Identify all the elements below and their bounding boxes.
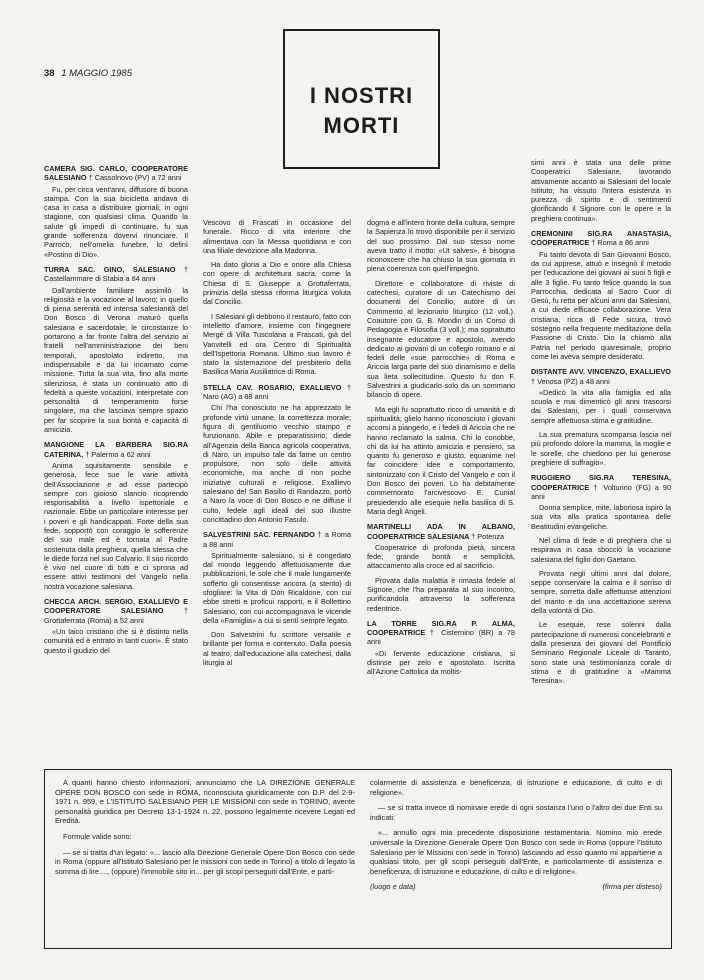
- entry-paragraph: Cooperatrice di profonda pietà, sincera fede, grande bontà e semplicità, attaccamento alla croce ed al sacrificio.: [367, 542, 515, 571]
- section-title-line2: MORTI: [323, 113, 400, 138]
- entry-paragraph: Ma egli fu soprattutto ricco di umanità e di spiritualità; glielo hanno riconosciuto i giovani accorsi a piangerlo, e i fedeli di Ariccia che ne hanno reclamato la salma. Chi lo conobbe, chi da lui ha attinto amicizia e pensiero, sa quanto fu generoso e giusto, equanime nel far coincidere idee e comportamento, sintonizzato con il Cristo del Vangelo e con il Don Bosco dei poveri. Lo ha debitamente commemorato l'arcivescovo E. Cunial presiedendo alle esequie nella basilica di S. Maria degli Angeli.: [367, 404, 515, 516]
- entry-subtitle: † Naro (AG) a 88 anni: [203, 382, 351, 402]
- notice-paragraph: «... annullo ogni mia precedente disposizione testamentaria. Nomino mio erede universale la Direzione Generale Opere Don Bosco con sede in Roma (oppure l'Istituto Salesiano per le Missioni con sede in Torino) lasciando ad esso quanto mi appartiene a qualsiasi titolo, per gli scopi perseguiti dall'Ente, e particolarmente di assistenza e beneficenza, di istruzione e educazione, di culto e di religione».: [370, 828, 662, 876]
- entry-paragraph: Nel clima di fede e di preghiera che si respirava in casa sbocciò la vocazione salesiana del figlio don Gaetano.: [531, 535, 671, 564]
- entry-paragraph: Provata dalla malattia è rimasta fedele al Signore, che l'ha preparata al suo incontro, purificandola attraverso la sofferenza redentrice.: [367, 575, 515, 613]
- entry-subtitle: † Grottaferrata (Roma) a 52 anni: [44, 606, 188, 625]
- entry-subtitle: † Palermo a 62 anni: [85, 449, 151, 459]
- entry-name: MARTINELLI ADA IN ALBANO, COOPERATRICE SALESIANA: [367, 522, 515, 541]
- entry-name: LA TORRE SIG.RA P. ALMA, COOPERATRICE: [367, 618, 515, 638]
- entry-paragraph: I Salesiani gli debbono il restauro, fatto con intelletto d'amore, insieme con l'ingegnere Mergè di Villa Tuscolana a Frascati, già del Vanvitelli ed ora Centro di Spiritualità dell'Ispettoria Romana. Ultimo suo lavoro è stato la sistemazione del presbiterio della Basilica Maria Ausiliatrice di Roma.: [203, 311, 351, 377]
- entry-subtitle: † Roma a 86 anni: [591, 238, 649, 248]
- entry-paragraph: Fu, per circa vent'anni, diffusore di buona stampa. Con la sua bicicletta andava di casa in casa a distribuire giornali, in ogni stagione, con qualsiasi clima. Quando la salute gli impedì di continuare, fu sua grande sofferenza dovervi rinunciare. Il Parroco, nell'omelia funebre, lo definì «Postino di Dio».: [44, 184, 188, 259]
- column-1: [44, 158, 188, 660]
- entry-name: SALVESTRINI SAC. FERNANDO: [203, 530, 315, 540]
- entry-heading: [44, 597, 188, 625]
- section-title-line1: I NOSTRI: [309, 83, 414, 108]
- notice-paragraph: — se si tratta invece di nominare erede di ogni sostanza l'uno o l'altro dei due Enti su indicati:: [370, 803, 662, 822]
- notice-left-column: [55, 778, 355, 882]
- page-number: 38: [44, 68, 55, 79]
- entry-paragraph: Le esequie, rese solenni dalla partecipazione di numerosi concelebranti e dalla presenza dei giovani del Pontificio Seminario Regionale Liceale di Taranto, sono state una testimonianza corale di stima e di gratitudine a «Mamma Teresina».: [531, 620, 671, 686]
- entry-subtitle: † Castellammare di Stabia a 84 anni: [44, 264, 188, 284]
- entry-paragraph: Dall'ambiente familiare assimilò la religiosità e la vocazione al lavoro; in quello di piena serenità ed intensa salesianità del Don Bosco di Verona maturò quella salesiana e sacerdotale; le circostanze lo portarono a far fronte l'altra del servizio ai fratelli nell'amministrazione dei beni temporali, apostolato indiretto, ma indispensabile e da lui incarnato come missione. Tutta la sua vita, fino alla morte silenziosa, è stata un continuato atto di fedeltà a queste vocazioni, interpretate con personalità di temperamento forse singolare, ma che lasciava sempre spazio per far scoprire la sua bontà e capacità di amicizia.: [44, 285, 188, 435]
- entry-subtitle: † Cisternino (BR) a 78 anni: [367, 628, 515, 647]
- column-2: [203, 218, 351, 672]
- entry-paragraph: Provata negli ultimi anni dal dolore, seppe conservare la calma e il sorriso di sempre, sorretta dalle affettuose attenzioni del marito e da una accettazione serena della volontà di Dio.: [531, 568, 671, 616]
- entry-heading: [203, 530, 351, 549]
- notice-paragraph: A quanti hanno chiesto informazioni, annunciamo che LA DIREZIONE GENERALE OPERE DON BOSCO con sede in ROMA, riconosciuta giuridicamente con D.P. del 2-9-1971 n. 959, e L'ISTITUTO SALESIANO PER LE MISSIONI con sede in TORINO, avente personalità giuridica per Decreto 13-1-1924 n. 22, possono legalmente ricevere Legati ed Eredità.: [55, 778, 355, 826]
- legacy-notice-box: [44, 769, 672, 949]
- entry-paragraph: «Di fervente educazione cristiana, si distinse per zelo e apostolato. Iscritta all'Azione Cattolica da moltis-: [367, 648, 515, 677]
- place-date-label: (luogo e data): [370, 882, 416, 892]
- section-title-box: [283, 29, 440, 169]
- entry-name: DISTANTE AVV. VINCENZO, EXALLIEVO: [531, 367, 671, 377]
- signature-line: [370, 882, 662, 892]
- issue-date: 1 MAGGIO 1985: [61, 68, 132, 79]
- entry-paragraph: Fu tanto devota di San Giovanni Bosco, da cui apprese, attuò e insegnò il metodo per l'educazione dei giovani ai suoi 5 figli e alle 3 figlie. Fu tanto felice quando la sua Parrocchia, dedicata al Sacro Cuor di Gesù, fu retta per alcuni anni dai Salesiani, a cui diede efficace collaborazione. Vera cristiana, ricca di Fede sicura, trovò sostegno nella frequente meditazione della Passione di Cristo. Dio la chiamò alla Patria nel periodo quaresimale, proprio come lei aveva sempre desiderato.: [531, 249, 671, 361]
- entry-subtitle: † Venosa (PZ) a 48 anni: [531, 376, 610, 386]
- column-4: [531, 158, 671, 690]
- entry-name: TURRA SAC. GINO, SALESIANO: [44, 264, 176, 274]
- entry-heading: [203, 383, 351, 402]
- notice-right-column: [370, 778, 662, 892]
- entry-name: STELLA CAV. ROSARIO, EXALLIEVO: [203, 382, 342, 392]
- entry-paragraph: Direttore e collaboratore di riviste di catechesi, curatore di un Catechismo dei documenti del Concilio, autore di un Commento al lezionario liturgico (12 voll.). Coautore con G. B. Mondin di un Corso di Pedagogia e Filosofia (3 voll.); ma soprattutto insegnante educatore e apostolo, avendo dedicato ai giovani di un collegio romano e ai fedeli delle «sue parrocchie» di Roma e Ariccia larga parte del suo dinamismo e della sua lieta sollecitudine. Questo fu don F. Salvestrini a giudicarlo solo da un sommario bilancio di opere.: [367, 278, 515, 400]
- entry-subtitle: † a Roma a 88 anni: [203, 530, 352, 549]
- entry-paragraph: Chi l'ha conosciuto ne ha apprezzato le profonde virtù umane, la correttezza morale; figura di gentiluomo vecchio stampo e funzionario. Abile e preparatissimo, diede all'Agenzia della Banca agricola cooperativa, di Naro, un impulso tale da farne un centro propulsore, non solo delle attività economiche, ma anche di non poche iniziative culturali e religiose. Exallievo salesiano del San Basilio di Randazzo, portò a Naro la voce di Don Bosco e ne diffuse il culto, fedele agli ideali del suo illustre concittadino don Antonio Fasulo.: [203, 403, 351, 524]
- entry-paragraph: dogma e all'intero fronte della cultura, sempre la Sapienza lo trovò disponibile per il servizio del suo prossimo. Dal suo stesso nome aveva tratto il motto: «Ut salves», è bisogna riconoscere che ha chiuso la sua giornata in piena coerenza con quell'impegno.: [367, 218, 515, 274]
- entry-paragraph: Ha dato gloria a Dio e onore alla Chiesa con opere di architettura sacra, come la Chiesa di S. Giuseppe a Grottaferrata, primizia della stessa riforma liturgica voluta dal Concilio.: [203, 260, 351, 307]
- entry-subtitle: † Volturino (FG) a 90 anni: [531, 482, 671, 501]
- entry-paragraph: Anima squisitamente sensibile e generosa, fece sue le varie attività dell'Associazione e ad esse partecipò sempre con gioioso slancio ricoprendo responsabilità a livello ispettoriale e nazionale. Ebbe un particolare interesse per i poveri e gli handicappati. Forte della sua fede, sopportò con coraggio le sofferenze del suo male ed è tornata al Padre sostenuta dalla preghiera, quella stessa che le diede forza nel suo Calvario. Il suo ricordo è vivo nel cuore di tutti e ci sprona ad essere attivi testimoni del Vangelo nella nostra vocazione salesiana.: [44, 460, 188, 591]
- entry-paragraph: Donna semplice, mite, laboriosa ispirò la sua vita alla pratica spontanea delle Beatitudini evangeliche.: [531, 503, 671, 531]
- entry-name: MANGIONE LA BARBERA SIG.RA CATERINA,: [44, 440, 188, 459]
- entry-paragraph: «Dedicò la vita alla famiglia ed alla scuola e mai dimenticò gli anni trascorsi dai Salesiani, per i quali conservava sempre affettuosa stima e gratitudine.: [531, 387, 671, 425]
- entry-heading: [44, 164, 188, 183]
- entry-heading: [367, 522, 515, 541]
- entry-heading: [44, 265, 188, 284]
- notice-paragraph: colarmente di assistenza e beneficenza, di istruzione e educazione, di culto e di religione».: [370, 778, 662, 797]
- entry-name: CREMONINI SIG.RA ANASTASIA, COOPERATRICE: [531, 229, 671, 248]
- entry-paragraph: La sua prematura scomparsa lascia nel più profondo dolore la mamma, la moglie e le sorelle, che chiedono per lui generose preghiere di suffragio».: [531, 430, 671, 467]
- entry-name: CHECCA ARCH. SERGIO, EXALLIEVO E COOPERATORE SALESIANO: [44, 597, 188, 616]
- signature-label: (firma per disteso): [602, 882, 662, 892]
- notice-paragraph: Formule valide sono:: [63, 831, 132, 841]
- page-header: [44, 68, 132, 79]
- entry-paragraph: Vescovo di Frascati in occasione del funerale. Ricco di vita interiore che alimentava con la Messa quotidiana e con una filiale devozione alla Madonna.: [203, 218, 351, 255]
- entry-name: CAMERA SIG. CARLO, COOPERATORE SALESIANO: [44, 164, 188, 183]
- entry-heading: [44, 440, 188, 459]
- entry-name: RUGGIERO SIG.RA TERESINA, COOPERATRICE: [531, 473, 671, 492]
- entry-paragraph: Don Salvestrini fu scrittore versatile e brillante per forma e contenuto. Dalla poesia al teatro, dall'educazione alla catechesi, dalla liturgia al: [203, 630, 351, 668]
- column-3: [367, 218, 515, 682]
- entry-subtitle: † Cassolnovo (PV) a 72 anni: [88, 173, 182, 183]
- entry-heading: [367, 619, 515, 647]
- entry-paragraph: Spiritualmente salesiano, si è congedato dal mondo leggendo affettuosamente due pubblicazioni, le sole che il male lungamente sofferto gli consentisse ancora (a stento) di sfogliare: la Vita di Don Ricaldone, con cui ebbe stretti e proficui rapporti, e il Bollettino Salesiano, con cui accompagnava le vicende della «Famiglia» a cui si sentì sempre legato.: [203, 550, 351, 625]
- entry-paragraph: simi anni è stata una delle prime Cooperatrici Salesiane, lavorando attivamente accanto ai Salesiani del locale Istituto; ha vissuto l'intera esistenza in purezza di spirito e di sentimenti glorificando il Signore con le opere e la preghiera continua».: [531, 158, 671, 223]
- entry-heading: [531, 229, 671, 248]
- entry-paragraph: «Un laico cristiano che si è distinto nella comunità ed è entrato in tanti cuori». È stato questo il giudizio del: [44, 626, 188, 655]
- entry-subtitle: † Potenza: [471, 531, 505, 541]
- notice-paragraph: — se si tratta d'un legato: «... lascio alla Direzione Generale Opere Don Bosco con sede in Roma (oppure all'Istituto Salesiano per le missioni con sede in Torino) a titolo di legato la somma di lire...., (oppure) l'immobile sito in... per gli scopi perseguiti dall'Ente, e parti-: [55, 847, 355, 876]
- entry-heading: [531, 367, 671, 386]
- entry-heading: [531, 473, 671, 501]
